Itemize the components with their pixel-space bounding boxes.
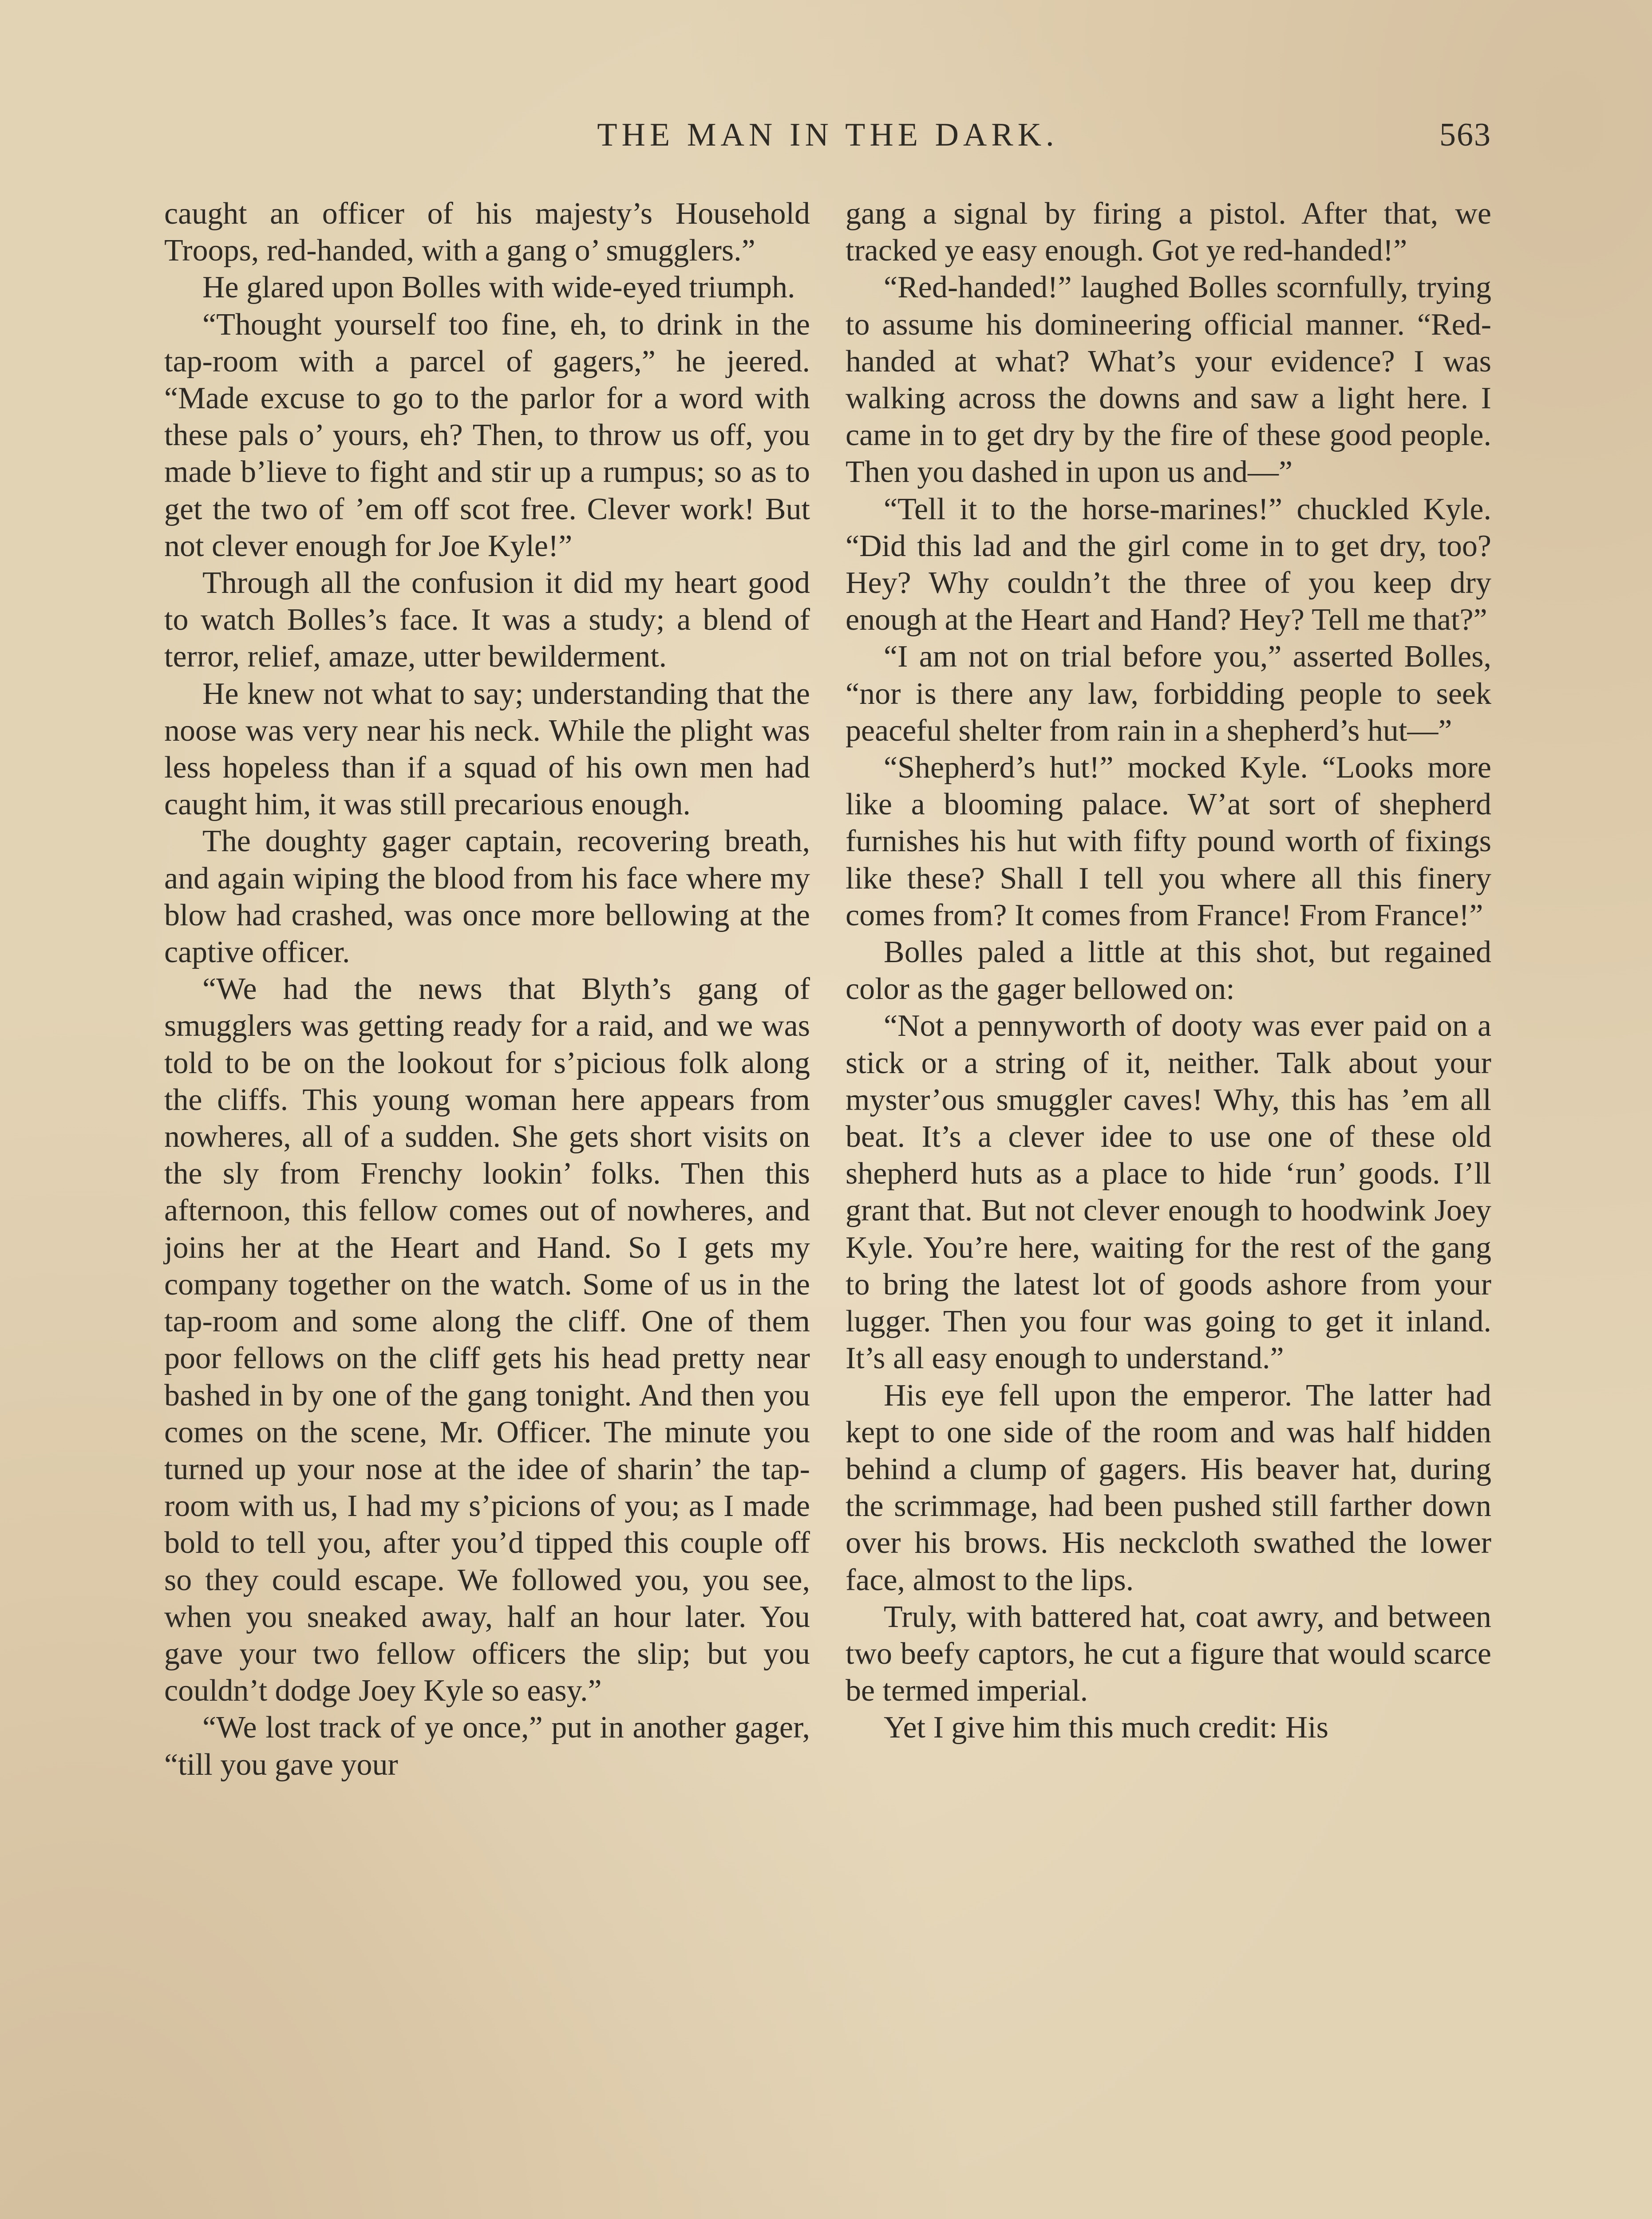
paragraph: caught an officer of his majesty’s Household Troops, red-handed, with a gang o’ smugglers.” <box>164 197 810 268</box>
paragraph: gang a signal by firing a pistol. After that, we tracked ye easy enough. Got ye red-handed!” <box>846 197 1491 268</box>
paragraph: “We lost track of ye once,” put in another gager, “till you gave your <box>164 1710 810 1782</box>
paragraph: “Red-handed!” laughed Bolles scornfully, trying to assume his domineering official manner. “Red-handed at what? What’s your evidence? I was walking across the downs and saw a light here. I came in to get dry by the fire of these good people. Then you dashed in upon us and—” <box>846 270 1491 490</box>
paragraph: “Shepherd’s hut!” mocked Kyle. “Looks more like a blooming palace. W’at sort of shepherd furnishes his hut with fifty pound worth of fixings like these? Shall I tell you where all this finery comes from? It comes from France! From France!” <box>846 750 1491 932</box>
paragraph: Yet I give him this much credit: His <box>884 1710 1328 1745</box>
paragraph: Through all the confusion it did my heart good to watch Bolles’s face. It was a study; a blend of terror, relief, amaze, utter bewilderment. <box>164 566 810 674</box>
paragraph: His eye fell upon the emperor. The latter had kept to one side of the room and was half hidden behind a clump of gagers. His beaver hat, during the scrimmage, had been pushed still farther down over his brows. His neckcloth swathed the lower face, almost to the lips. <box>846 1378 1491 1597</box>
running-title: THE MAN IN THE DARK. <box>597 117 1059 153</box>
right-column <box>846 195 1491 1746</box>
paragraph: Truly, with battered hat, coat awry, and between two beefy captors, he cut a figure that would scarce be termed imperial. <box>846 1599 1491 1708</box>
paragraph: “We had the news that Blyth’s gang of smugglers was getting ready for a raid, and we was told to be on the lookout for s’picious folk along the cliffs. This young woman here appears from nowheres, all of a sudden. She gets short visits on the sly from Frenchy lookin’ folks. Then this afternoon, this fellow comes out of nowheres, and joins her at the Heart and Hand. So I gets my company together on the watch. Some of us in the tap-room and some along the cliff. One of them poor fellows on the cliff gets his head pretty near bashed in by one of the gang tonight. And then you comes on the scene, Mr. Officer. The minute you turned up your nose at the idee of sharin’ the tap-room with us, I had my s’picions of you; as I made bold to tell you, after you’d tipped this couple off so they could escape. We followed you, you see, when you sneaked away, half an hour later. You gave your two fellow officers the slip; but you couldn’t dodge Joey Kyle so easy.” <box>164 972 810 1708</box>
paragraph: Bolles paled a little at this shot, but regained color as the gager bellowed on: <box>846 935 1491 1007</box>
paragraph: The doughty gager captain, recovering breath, and again wiping the blood from his face where my blow had crashed, was once more bellowing at the captive officer. <box>164 824 810 970</box>
paragraph: “I am not on trial before you,” asserted Bolles, “nor is there any law, forbidding people to seek peaceful shelter from rain in a shepherd’s hut—” <box>846 640 1491 748</box>
paragraph: He glared upon Bolles with wide-eyed triumph. <box>202 270 795 305</box>
paragraph: “Tell it to the horse-marines!” chuckled Kyle. “Did this lad and the girl come in to get dry, too? Hey? Why couldn’t the three of you keep dry enough at the Heart and Hand? Hey? Tell me that?” <box>846 492 1491 637</box>
paragraph: “Thought yourself too fine, eh, to drink in the tap-room with a parcel of gagers,” he jeered. “Made excuse to go to the parlor for a word with these pals o’ yours, eh? Then, to throw us off, you made b’lieve to fight and stir up a rumpus; so as to get the two of ’em off scot free. Clever work! But not clever enough for Joe Kyle!” <box>164 307 810 563</box>
left-column <box>164 195 810 1783</box>
page-number: 563 <box>1439 117 1491 153</box>
page-header <box>164 116 1491 165</box>
paragraph: He knew not what to say; understanding that the noose was very near his neck. While the plight was less hopeless than if a squad of his own men had caught him, it was still precarious enough. <box>164 676 810 822</box>
paragraph: “Not a pennyworth of dooty was ever paid on a stick or a string of it, neither. Talk about your myster’ous smuggler caves! Why, this has ’em all beat. It’s a clever idee to use one of these old shepherd huts as a place to hide ‘run’ goods. I’ll grant that. But not clever enough to hoodwink Joey Kyle. You’re here, waiting for the rest of the gang to bring the latest lot of goods ashore from your lugger. Then you four was going to get it inland. It’s all easy enough to understand.” <box>846 1009 1491 1376</box>
